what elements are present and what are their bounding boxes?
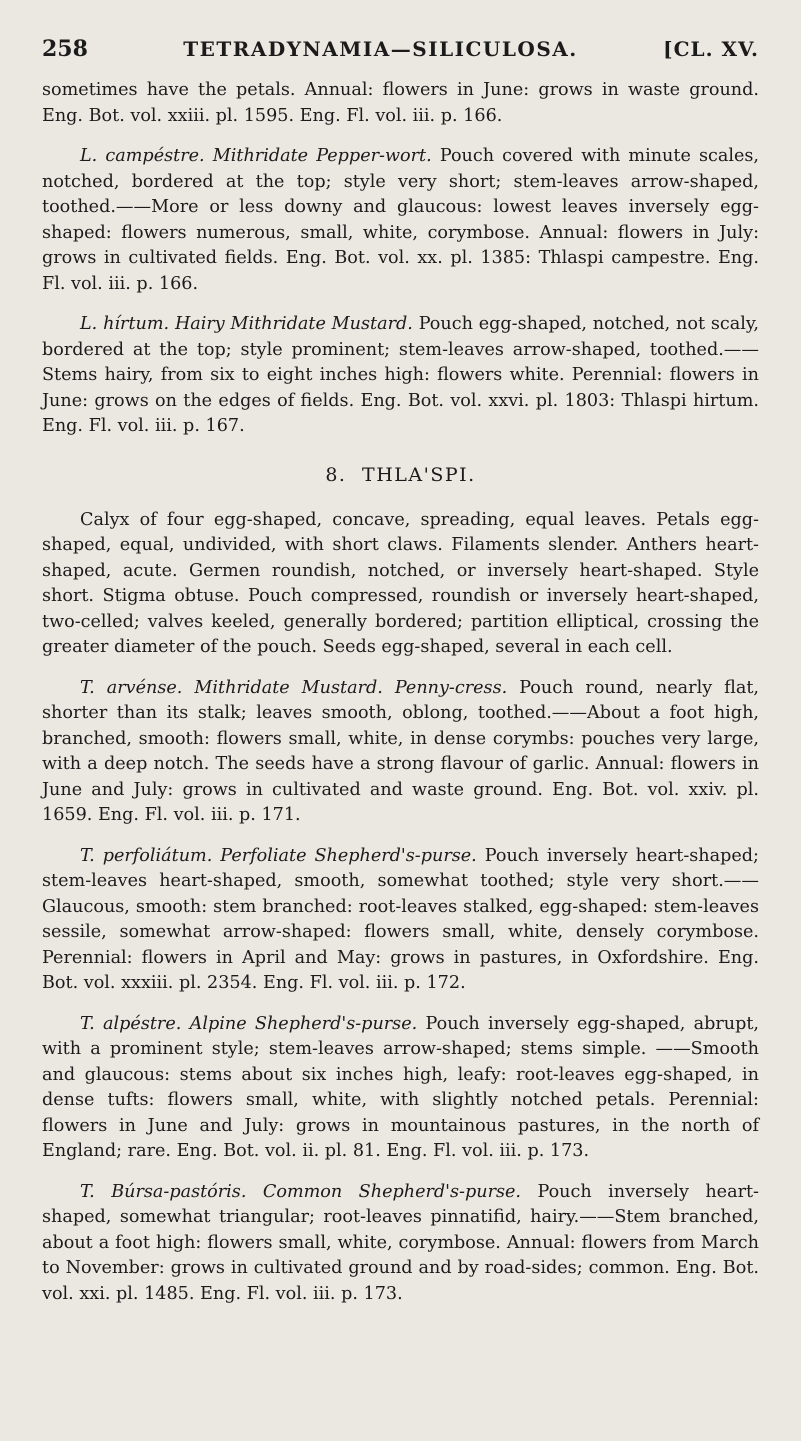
species-entry-t-alpestre [42, 1012, 759, 1165]
page-number: 258 [42, 36, 88, 62]
species-name: T. perfoliátum. [80, 845, 213, 866]
running-header [42, 36, 759, 70]
species-description: Pouch inversely heart-shaped; stem-leaves heart-shaped, smooth, somewhat toothed; style very short.——Glaucous, smooth: stem branched: root-leaves stalked, egg-shaped: stem-leaves sessile, somewhat arrow-shaped: flowers small, white, densely corymbose. Perennial: flowers in April and May: grows in pastures, in Oxfordshire. Eng. Bot. vol. xxxiii. pl. 2354. Eng. Fl. vol. iii. p. 172. [42, 845, 759, 993]
species-name: L. hírtum. [80, 314, 170, 334]
common-name: Mithridate Pepper-wort. [212, 146, 432, 166]
species-name: T. alpéstre. [80, 1013, 182, 1034]
species-description: Pouch egg-shaped, notched, not scaly, bordered at the top; style prominent; stem-leaves arrow-shaped, toothed.——Stems hairy, from six to eight inches high: flowers white. Perennial: flowers in June: grows on the edges of fields. Eng. Bot. vol. xxvi. pl. 1803: Thlaspi hirtum. Eng. Fl. vol. iii. p. 167. [42, 314, 760, 436]
common-name: Alpine Shepherd's-purse. [189, 1013, 418, 1034]
paragraph-text: sometimes have the petals. Annual: flowers in June: grows in waste ground. Eng. Bot. vol. xxiii. pl. 1595. Eng. Fl. vol. iii. p. 166. [42, 80, 759, 126]
species-description: Pouch inversely egg-shaped, abrupt, with a prominent style; stem-leaves arrow-shaped; stems simple. ——Smooth and glaucous: stems about six inches high, leafy: root-leaves egg-shaped, in dense tufts: flowers small, white, with slightly notched petals. Perennial: flowers in June and July: grows in mountainous pastures, in the north of England; rare. Eng. Bot. vol. ii. pl. 81. Eng. Fl. vol. iii. p. 173. [42, 1013, 760, 1161]
species-description: Pouch covered with minute scales, notched, bordered at the top; style very short; stem-leaves arrow-shaped, toothed.——More or less downy and glaucous: lowest leaves inversely egg-shaped: flowers numerous, small, white, corymbose. Annual: flowers in July: grows in cultivated fields. Eng. Bot. vol. xx. pl. 1385: Thlaspi campestre. Eng. Fl. vol. iii. p. 166. [42, 146, 760, 294]
common-name: Mithridate Mustard. Penny-cress. [194, 677, 508, 698]
species-entry-t-arvense [42, 676, 759, 829]
species-description: Pouch inversely heart-shaped, somewhat triangular; root-leaves pinnatifid, hairy.——Stem branched, about a foot high: flowers small, white, corymbose. Annual: flowers from March to November: grows in cultivated ground and by road-sides; common. Eng. Bot. vol. xxi. pl. 1485. Eng. Fl. vol. iii. p. 173. [42, 1181, 759, 1304]
species-description: Pouch round, nearly flat, shorter than its stalk; leaves smooth, oblong, toothed.——About a foot high, branched, smooth: flowers small, white, in dense corymbs: pouches very large, with a deep notch. The seeds have a strong flavour of garlic. Annual: flowers in June and July: grows in cultivated and waste ground. Eng. Bot. vol. xxiv. pl. 1659. Eng. Fl. vol. iii. p. 171. [42, 677, 760, 825]
species-entry-l-campestre [42, 144, 759, 297]
genus-description: Calyx of four egg-shaped, concave, spreading, equal leaves. Petals egg-shaped, equal, undivided, with short claws. Filaments slender. Anthers heart-shaped, acute. Germen roundish, notched, or inversely heart-shaped. Style short. Stigma obtuse. Pouch compressed, roundish or inversely heart-shaped, two-celled; valves keeled, generally bordered; partition elliptical, crossing the greater diameter of the pouch. Seeds egg-shaped, several in each cell. [42, 509, 759, 657]
genus-number: 8. [325, 463, 347, 486]
running-title: TETRADYNAMIA—SILICULOSA. [183, 37, 578, 61]
common-name: Perfoliate Shepherd's-purse. [220, 845, 477, 866]
species-name: L. campéstre. [80, 146, 205, 166]
species-entry-t-bursa-pastoris [42, 1180, 759, 1308]
species-entry-t-perfoliatum [42, 844, 759, 997]
species-name: T. arvénse. [80, 677, 183, 698]
class-label: [CL. XV. [663, 37, 759, 61]
common-name: Common Shepherd's-purse. [262, 1181, 522, 1202]
continuation-paragraph [42, 78, 759, 129]
genus-heading [42, 464, 759, 486]
genus-name: THLA'SPI. [362, 463, 476, 486]
species-entry-l-hirtum [42, 312, 759, 440]
common-name: Hairy Mithridate Mustard. [174, 314, 413, 334]
species-name: T. Búrsa-pastóris. [80, 1181, 247, 1202]
